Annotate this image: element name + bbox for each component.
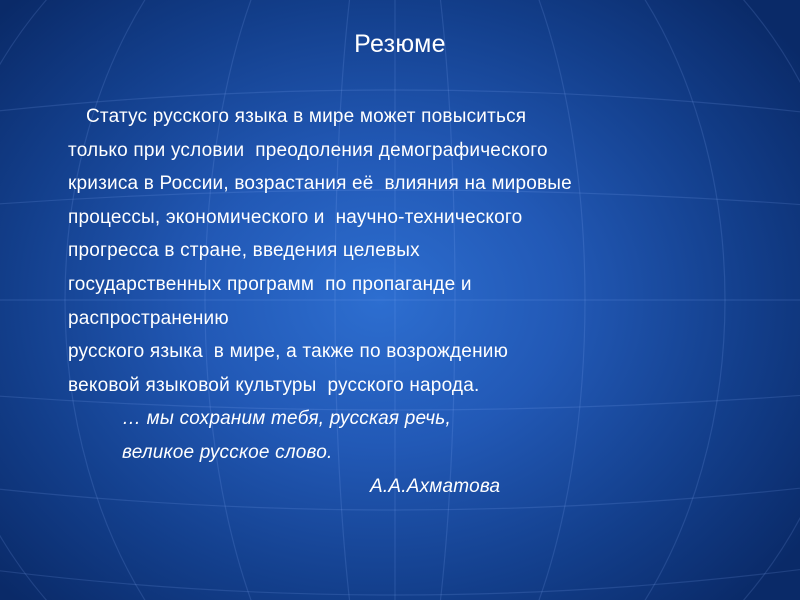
quote-author: А.А.Ахматова <box>370 475 501 497</box>
slide-title: Резюме <box>354 30 446 58</box>
text-line: русского языка в мире, а также по возрождению <box>68 341 509 363</box>
text-line: вековой языковой культуры русского народа. <box>68 374 480 396</box>
quote-line: великое русское слово. <box>122 441 333 463</box>
summary-text <box>68 100 768 503</box>
text-line: прогресса в стране, введения целевых <box>68 240 420 262</box>
text-line: только при условии преодоления демографического <box>68 139 548 161</box>
text-line: распространению <box>68 307 229 329</box>
text-line: процессы, экономического и научно-технического <box>68 206 523 228</box>
quote-line: … мы сохраним тебя, русская речь, <box>122 408 451 430</box>
text-line: Статус русского языка в мире может повыситься <box>86 106 527 127</box>
text-line: государственных программ по пропаганде и <box>68 273 472 295</box>
text-line: кризиса в России, возрастания её влияния на мировые <box>68 173 572 195</box>
